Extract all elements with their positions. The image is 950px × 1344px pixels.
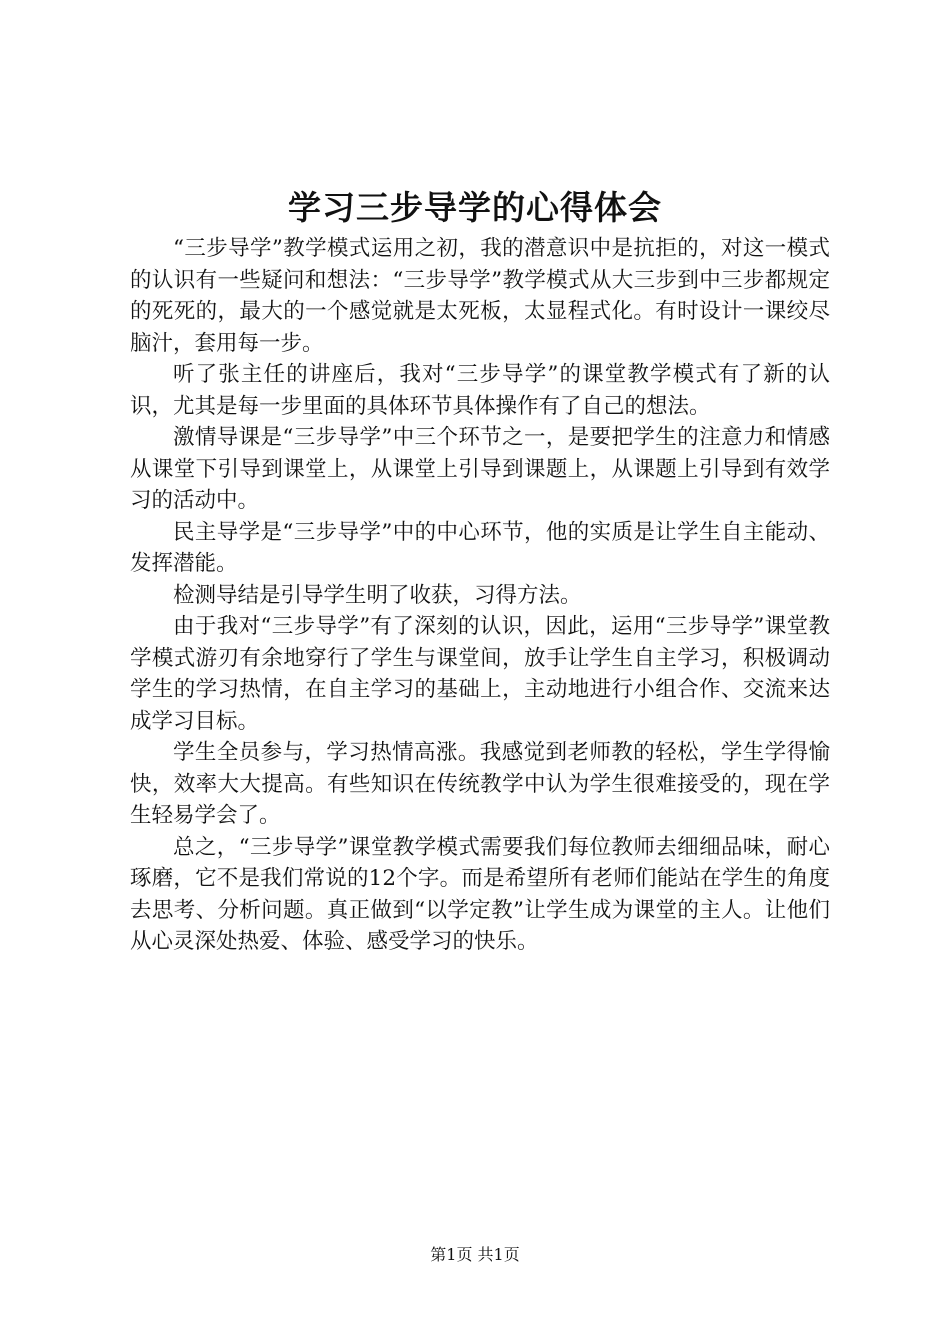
paragraph-8: 总之，“三步导学”课堂教学模式需要我们每位教师去细细品味，耐心琢磨，它不是我们常说的12个字。而是希望所有老师们能站在学生的角度去思考、分析问题。真正做到“以学定教”让学生成为课堂的主人。让他们从心灵深处热爱、体验、感受学习的快乐。 bbox=[130, 834, 830, 954]
paragraph-1: “三步导学”教学模式运用之初，我的潜意识中是抗拒的，对这一模式的认识有一些疑问和想法：“三步导学”教学模式从大三步到中三步都规定的死死的，最大的一个感觉就是太死板，太显程式化。有时设计一课绞尽脑汁，套用每一步。 bbox=[130, 236, 830, 356]
page-footer: 第1页 共1页 bbox=[430, 1245, 520, 1264]
paragraph-5: 检测导结是引导学生明了收获，习得方法。 bbox=[173, 582, 582, 608]
paragraph-7: 学生全员参与，学习热情高涨。我感觉到老师教的轻松，学生学得愉快，效率大大提高。有些知识在传统教学中认为学生很难接受的，现在学生轻易学会了。 bbox=[130, 740, 830, 828]
document-body bbox=[130, 233, 830, 958]
paragraph-2: 听了张主任的讲座后，我对“三步导学”的课堂教学模式有了新的认识，尤其是每一步里面的具体环节具体操作有了自己的想法。 bbox=[130, 362, 830, 419]
paragraph-3: 激情导课是“三步导学”中三个环节之一，是要把学生的注意力和情感从课堂下引导到课堂上，从课堂上引导到课题上，从课题上引导到有效学习的活动中。 bbox=[130, 425, 830, 513]
paragraph-4: 民主导学是“三步导学”中的中心环节，他的实质是让学生自主能动、发挥潜能。 bbox=[130, 519, 830, 576]
paragraph-6: 由于我对“三步导学”有了深刻的认识，因此，运用“三步导学”课堂教学模式游刃有余地穿行了学生与课堂间，放手让学生自主学习，积极调动学生的学习热情，在自主学习的基础上，主动地进行小组合作、交流来达成学习目标。 bbox=[130, 614, 830, 734]
document-title: 学习三步导学的心得体会 bbox=[288, 188, 662, 227]
